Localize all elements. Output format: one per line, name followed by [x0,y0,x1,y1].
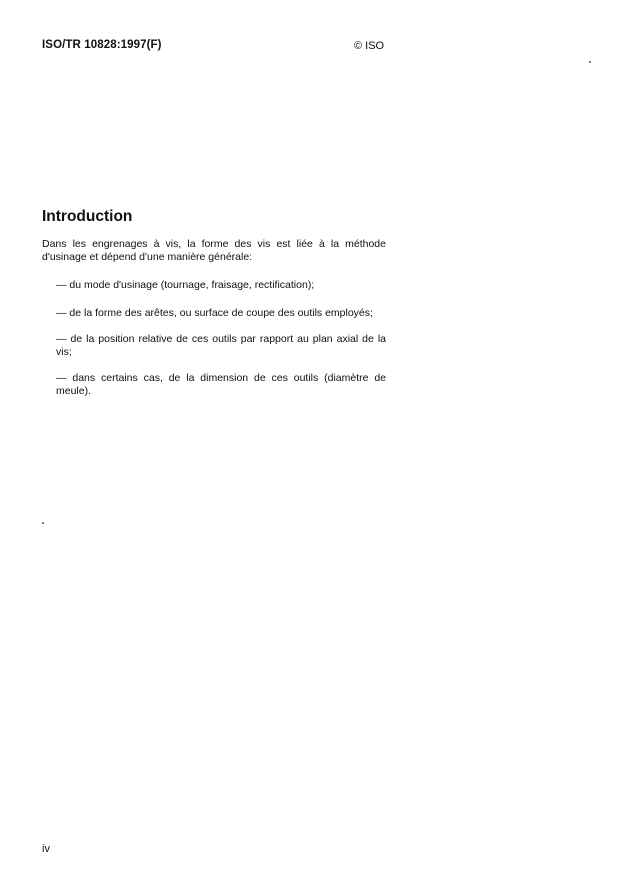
method-list [42,279,386,397]
page-number: iv [42,843,50,855]
scan-speck [42,522,44,524]
list-item: — du mode d'usinage (tournage, fraisage, rectification); [56,279,315,291]
intro-paragraph: Dans les engrenages à vis, la forme des vis est liée à la méthode d'usinage et dépend d'une manière générale: [42,238,386,263]
scan-speck [589,61,591,63]
document-identifier: ISO/TR 10828:1997(F) [42,39,162,51]
section-title: Introduction [42,208,133,225]
list-item: — dans certains cas, de la dimension de ces outils (diamètre de meule). [56,372,386,397]
copyright-notice: © ISO [354,40,385,52]
list-item: — de la position relative de ces outils par rapport au plan axial de la vis; [56,333,386,358]
list-item: — de la forme des arêtes, ou surface de coupe des outils employés; [56,306,373,319]
section-body [42,238,386,397]
